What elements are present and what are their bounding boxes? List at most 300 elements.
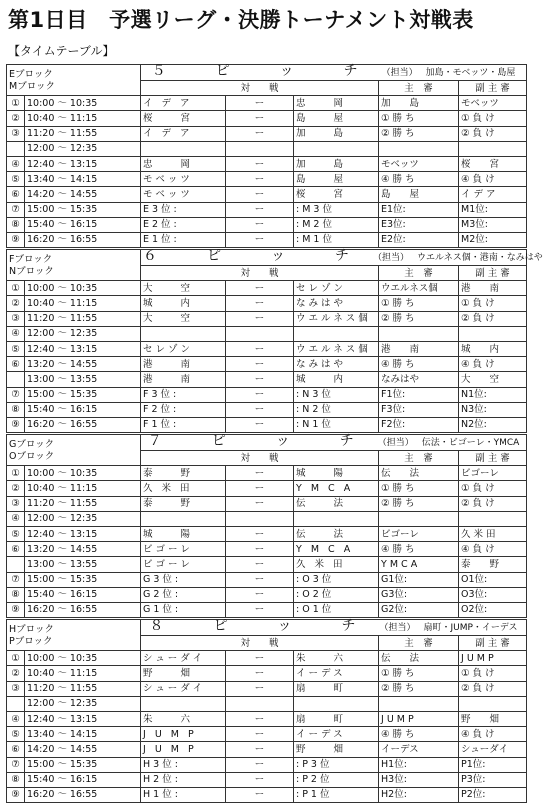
away-team: :M1位 [294,232,379,247]
away-team: イーデス [294,666,379,681]
main-referee: イーデス [379,742,459,757]
sub-referee [459,511,527,526]
match-number: ⑤ [7,341,25,356]
pitch-6-table-wrap [6,248,543,433]
pitch-6-table [6,248,543,433]
match-number: ⑦ [7,757,25,772]
match-time: 13:00 ～ 13:55 [25,557,141,572]
match-number: ① [7,466,25,481]
table-row [7,696,527,711]
match-number [7,141,25,156]
duty-value: 伝法・ビゴーレ・YMCA [421,438,520,448]
home-team: G3位: [141,572,226,587]
match-time: 13:20 ～ 14:55 [25,357,141,372]
ref-sub-header: 副 主 審 [459,636,527,651]
versus-dash: ー [226,526,294,541]
duty-value: ウエルネス個・港南・なみはや [417,253,543,263]
away-team: Y M C A [294,481,379,496]
table-row [7,711,527,726]
main-referee: G2位: [379,602,459,617]
away-team: セレゾン [294,281,379,296]
home-team: ビゴーレ [141,542,226,557]
home-team: 泰 野 [141,496,226,511]
sub-referee: イ デ ア [459,187,527,202]
sub-referee: ① 負 け [459,296,527,311]
away-team: 扇 町 [294,681,379,696]
home-team: 大 空 [141,311,226,326]
versus-dash [226,511,294,526]
ref-main-header: 主 審 [379,636,459,651]
table-header-row [7,250,527,266]
main-referee: ② 勝 ち [379,126,459,141]
versus-dash: ー [226,727,294,742]
home-team: G1位: [141,602,226,617]
main-referee: G1位: [379,572,459,587]
away-team [294,696,379,711]
match-time: 11:20 ～ 11:55 [25,496,141,511]
sub-referee: P2位: [459,787,527,802]
match-time: 15:40 ～ 16:15 [25,772,141,787]
block-names [7,435,141,466]
table-row [7,587,527,602]
match-number: ⑥ [7,542,25,557]
match-number [7,372,25,387]
main-referee [379,141,459,156]
table-row [7,217,527,232]
sub-referee: モベッツ [459,96,527,111]
away-team: :P1位 [294,787,379,802]
table-row [7,96,527,111]
away-team: 久 米 田 [294,557,379,572]
table-row [7,126,527,141]
away-team: イーデス [294,727,379,742]
sub-referee: N2位: [459,417,527,432]
table-row [7,296,527,311]
match-time: 10:00 ～ 10:35 [25,96,141,111]
pitch-title: ７ ピ ッ チ [147,433,372,449]
match-number: ④ [7,711,25,726]
block-a-label: Hブロック [9,624,54,636]
table-row [7,742,527,757]
match-time: 12:00 ～ 12:35 [25,141,141,156]
table-header-row [7,620,527,636]
away-team: :N3位 [294,387,379,402]
versus-dash: ー [226,96,294,111]
match-number: ① [7,651,25,666]
main-referee: ② 勝 ち [379,311,459,326]
match-header: 対 戦 [141,81,379,96]
sub-referee: ④ 負 け [459,542,527,557]
block-b-label: Pブロック [9,636,53,648]
pitch-heading [141,435,527,451]
sub-referee: N1位: [459,387,527,402]
versus-dash [226,141,294,156]
home-team: H1位: [141,787,226,802]
main-referee: ① 勝 ち [379,111,459,126]
home-team: F2位: [141,402,226,417]
duty-label: （担当） [377,438,414,448]
sub-referee: シューダイ [459,742,527,757]
pitch-8-table [6,619,527,803]
table-row [7,387,527,402]
home-team: 野 畑 [141,666,226,681]
match-time: 13:40 ～ 14:15 [25,727,141,742]
match-number: ⑥ [7,187,25,202]
main-referee: ② 勝 ち [379,681,459,696]
home-team: J U M P [141,727,226,742]
table-row [7,511,527,526]
match-number: ⑧ [7,402,25,417]
match-number: ⑦ [7,572,25,587]
match-number: ② [7,481,25,496]
table-row [7,341,527,356]
sub-referee [459,696,527,711]
home-team [141,326,226,341]
pitch-6-body [7,248,543,433]
match-time: 11:20 ～ 11:55 [25,311,141,326]
away-team: 加 島 [294,156,379,171]
match-number [7,696,25,711]
versus-dash: ー [226,402,294,417]
sub-referee: 港 南 [459,281,527,296]
main-referee: ビゴーレ [379,526,459,541]
match-number: ① [7,281,25,296]
versus-dash: ー [226,681,294,696]
home-team: F1位: [141,417,226,432]
duty-value: 加島・モベッツ・島屋 [425,68,516,78]
versus-dash: ー [226,587,294,602]
away-team: :O2位 [294,587,379,602]
match-time: 12:00 ～ 12:35 [25,696,141,711]
home-team: シューダイ [141,681,226,696]
sub-referee: M2位: [459,232,527,247]
sub-referee: ④ 負 け [459,357,527,372]
away-team: 伝 法 [294,526,379,541]
ref-main-header: 主 審 [379,266,459,281]
main-referee: H1位: [379,757,459,772]
main-referee: ① 勝 ち [379,666,459,681]
table-row [7,557,527,572]
duty-label: （担当） [381,68,418,78]
home-team: 城 内 [141,296,226,311]
match-number: ③ [7,311,25,326]
main-referee: H3位: [379,772,459,787]
match-number: ⑨ [7,232,25,247]
versus-dash: ー [226,417,294,432]
match-time: 13:00 ～ 13:55 [25,372,141,387]
match-time: 16:20 ～ 16:55 [25,417,141,432]
match-time: 11:20 ～ 11:55 [25,681,141,696]
block-a-label: Gブロック [9,439,55,451]
main-referee: Y M C A [379,557,459,572]
match-number: ⑤ [7,526,25,541]
match-time: 11:20 ～ 11:55 [25,126,141,141]
main-referee: F2位: [379,417,459,432]
versus-dash: ー [226,172,294,187]
block-b-label: Nブロック [9,266,54,278]
page-title: 第1日目 予選リーグ・決勝トーナメント対戦表 [8,8,474,32]
match-time: 10:00 ～ 10:35 [25,651,141,666]
table-row [7,326,527,341]
versus-dash: ー [226,187,294,202]
home-team: 桜 宮 [141,111,226,126]
versus-dash: ー [226,357,294,372]
home-team: モベッツ [141,187,226,202]
table-row [7,311,527,326]
match-number: ③ [7,496,25,511]
section-label: 【タイムテーブル】 [8,44,115,58]
table-row [7,372,527,387]
versus-dash: ー [226,772,294,787]
home-team: ビゴーレ [141,557,226,572]
versus-dash: ー [226,651,294,666]
away-team [294,511,379,526]
table-row [7,402,527,417]
away-team: Y M C A [294,542,379,557]
versus-dash: ー [226,757,294,772]
match-number: ⑨ [7,787,25,802]
away-team: 島 屋 [294,172,379,187]
home-team: E1位: [141,232,226,247]
table-row [7,757,527,772]
table-row [7,357,527,372]
sub-referee: 大 空 [459,372,527,387]
match-time: 15:00 ～ 15:35 [25,572,141,587]
home-team: 港 南 [141,372,226,387]
main-referee: ウエルネス個 [379,281,459,296]
main-referee: なみはや [379,372,459,387]
ref-sub-header: 副 主 審 [459,81,527,96]
versus-dash: ー [226,742,294,757]
versus-dash: ー [226,111,294,126]
match-time: 13:40 ～ 14:15 [25,172,141,187]
sub-referee: M3位: [459,217,527,232]
away-team [294,141,379,156]
sub-referee: ① 負 け [459,111,527,126]
away-team: :N2位 [294,402,379,417]
away-team: 朱 六 [294,651,379,666]
block-a-label: Fブロック [9,254,53,266]
block-b-label: Mブロック [9,81,56,93]
home-team: E3位: [141,202,226,217]
main-referee: 加 島 [379,96,459,111]
match-number: ⑤ [7,172,25,187]
sub-referee: 城 内 [459,341,527,356]
sub-referee: J U M P [459,651,527,666]
block-a-label: Eブロック [9,69,53,81]
main-referee: E1位: [379,202,459,217]
match-time: 15:00 ～ 15:35 [25,202,141,217]
away-team: 忠 岡 [294,96,379,111]
match-time: 10:40 ～ 11:15 [25,111,141,126]
table-row [7,651,527,666]
pitch-7-body [7,435,527,618]
sub-referee: ④ 負 け [459,172,527,187]
sub-referee: ② 負 け [459,126,527,141]
versus-dash: ー [226,557,294,572]
main-referee: ④ 勝 ち [379,542,459,557]
pitch-heading [141,620,527,636]
home-team: G2位: [141,587,226,602]
table-header-row [7,65,527,81]
home-team: F3位: [141,387,226,402]
away-team: なみはや [294,296,379,311]
main-referee: モベッツ [379,156,459,171]
duty-label: （担当） [379,623,416,633]
sub-referee: N3位: [459,402,527,417]
match-number: ② [7,296,25,311]
pitch-title: ５ ピ ッ チ [151,63,376,79]
match-number: ⑦ [7,387,25,402]
versus-dash: ー [226,372,294,387]
home-team: モベッツ [141,172,226,187]
main-referee: G3位: [379,587,459,602]
versus-dash [226,696,294,711]
pitch-8-table-wrap [6,619,526,803]
away-team: :P3位 [294,757,379,772]
sub-referee: ② 負 け [459,681,527,696]
match-time: 12:00 ～ 12:35 [25,511,141,526]
match-number: ③ [7,126,25,141]
pitch-8-body [7,620,527,803]
match-number: ④ [7,511,25,526]
versus-dash: ー [226,311,294,326]
sub-referee: ビゴーレ [459,466,527,481]
table-header-row [7,435,527,451]
versus-dash: ー [226,281,294,296]
home-team: 久 米 田 [141,481,226,496]
away-team: :N1位 [294,417,379,432]
sub-referee: 久 米 田 [459,526,527,541]
sub-referee: 泰 野 [459,557,527,572]
match-time: 16:20 ～ 16:55 [25,232,141,247]
match-number: ⑧ [7,587,25,602]
away-team: ウエルネス個 [294,341,379,356]
pitch-heading [141,248,543,266]
sub-referee: ② 負 け [459,311,527,326]
table-row [7,417,527,432]
match-time: 14:20 ～ 14:55 [25,742,141,757]
main-referee: E3位: [379,217,459,232]
main-referee [379,326,459,341]
home-team: 朱 六 [141,711,226,726]
table-row [7,141,527,156]
match-number: ② [7,666,25,681]
pitch-title: ６ ピ ッ チ [143,248,368,264]
home-team: イ デ ア [141,96,226,111]
match-time: 12:40 ～ 13:15 [25,526,141,541]
match-time: 10:00 ～ 10:35 [25,466,141,481]
ref-main-header: 主 審 [379,81,459,96]
sub-referee: 桜 宮 [459,156,527,171]
table-row [7,281,527,296]
home-team: E2位: [141,217,226,232]
table-row [7,681,527,696]
versus-dash: ー [226,666,294,681]
sub-referee: ① 負 け [459,481,527,496]
main-referee [379,696,459,711]
main-referee: H2位: [379,787,459,802]
home-team: 大 空 [141,281,226,296]
main-referee: F1位: [379,387,459,402]
pitch-7-table [6,434,527,618]
home-team: セレゾン [141,341,226,356]
home-team: 泰 野 [141,466,226,481]
match-time: 10:40 ～ 11:15 [25,296,141,311]
match-time: 15:00 ～ 15:35 [25,387,141,402]
away-team: 城 陽 [294,466,379,481]
table-row [7,202,527,217]
main-referee [379,511,459,526]
table-row [7,727,527,742]
away-team: :O3位 [294,572,379,587]
block-names [7,250,141,281]
sub-referee: P3位: [459,772,527,787]
versus-dash: ー [226,711,294,726]
sub-referee: O3位: [459,587,527,602]
match-time: 16:20 ～ 16:55 [25,787,141,802]
home-team: H3位: [141,757,226,772]
away-team: 桜 宮 [294,187,379,202]
match-header: 対 戦 [141,451,379,466]
sub-referee: ② 負 け [459,496,527,511]
away-team: :P2位 [294,772,379,787]
sub-referee: ① 負 け [459,666,527,681]
table-row [7,772,527,787]
sub-referee: 野 畑 [459,711,527,726]
match-time: 15:40 ～ 16:15 [25,402,141,417]
match-time: 12:40 ～ 13:15 [25,341,141,356]
block-names [7,65,141,96]
versus-dash: ー [226,572,294,587]
ref-sub-header: 副 主 審 [459,451,527,466]
versus-dash: ー [226,787,294,802]
versus-dash: ー [226,542,294,557]
ref-main-header: 主 審 [379,451,459,466]
home-team [141,141,226,156]
versus-dash: ー [226,466,294,481]
away-team: 島 屋 [294,111,379,126]
match-time: 14:20 ～ 14:55 [25,187,141,202]
duty-label: （担当） [373,253,410,263]
table-row [7,542,527,557]
main-referee: J U M P [379,711,459,726]
table-row [7,172,527,187]
table-row [7,466,527,481]
away-team: :M3位 [294,202,379,217]
match-number: ④ [7,326,25,341]
match-number: ⑦ [7,202,25,217]
pitch-5-body [7,65,527,248]
match-number: ④ [7,156,25,171]
match-time: 13:20 ～ 14:55 [25,542,141,557]
ref-sub-header: 副 主 審 [459,266,527,281]
table-row [7,232,527,247]
match-time: 15:40 ～ 16:15 [25,217,141,232]
versus-dash: ー [226,232,294,247]
sub-referee: O2位: [459,602,527,617]
main-referee: 港 南 [379,341,459,356]
match-time: 15:40 ～ 16:15 [25,587,141,602]
pitch-heading [141,65,527,81]
home-team: シューダイ [141,651,226,666]
away-team [294,326,379,341]
sub-referee: M1位: [459,202,527,217]
sub-referee [459,141,527,156]
match-number: ⑨ [7,417,25,432]
versus-dash: ー [226,602,294,617]
table-row [7,666,527,681]
